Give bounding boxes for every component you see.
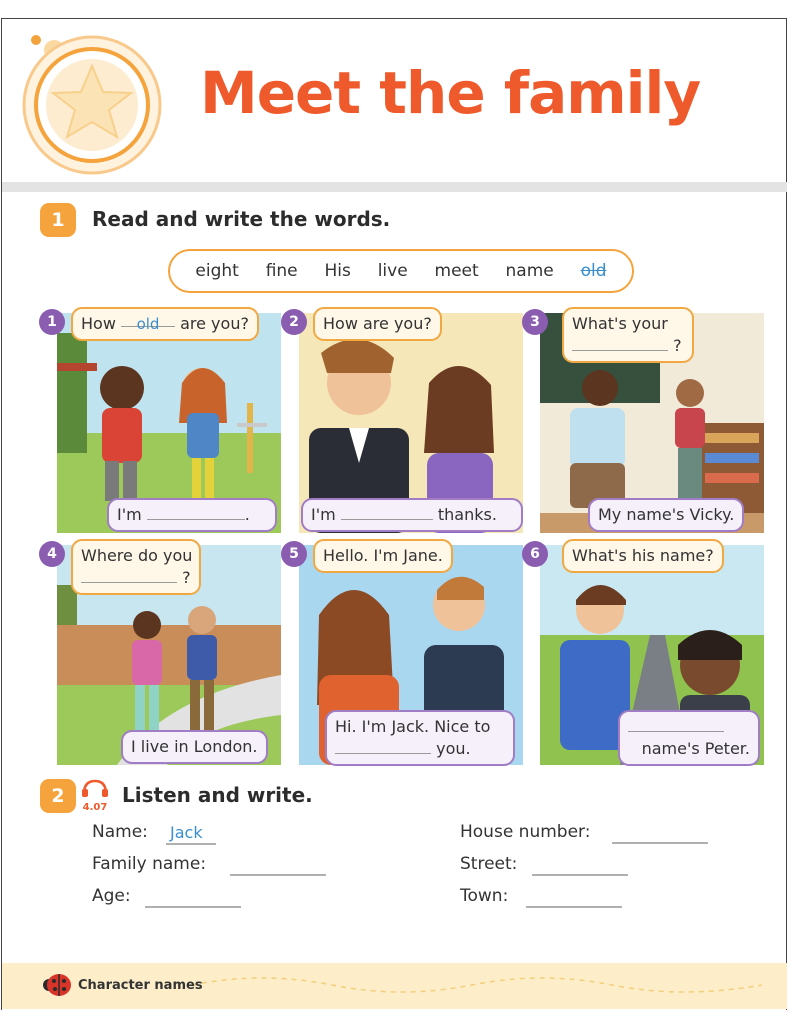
bubble-text: ? bbox=[182, 568, 191, 587]
panel-number: 4 bbox=[39, 541, 65, 567]
ladybug-icon bbox=[40, 970, 72, 1000]
word-bank-item: fine bbox=[265, 261, 298, 281]
speech-bubble-bottom bbox=[618, 710, 760, 766]
speech-bubble-top bbox=[71, 539, 201, 595]
bubble-text: I'm bbox=[117, 505, 142, 524]
comic-panel-4 bbox=[47, 545, 281, 765]
answer-blank[interactable] bbox=[628, 718, 724, 732]
panel-number: 1 bbox=[39, 309, 65, 335]
comic-panel-1 bbox=[47, 313, 281, 533]
headphones-icon bbox=[80, 778, 110, 798]
speech-bubble-bottom: My name's Vicky. bbox=[588, 498, 744, 532]
word-bank-item: name bbox=[505, 261, 554, 281]
bubble-text: Where do you bbox=[81, 546, 193, 565]
bubble-text: . bbox=[244, 505, 250, 524]
footer-label: Character names bbox=[78, 978, 203, 993]
town-answer-line[interactable] bbox=[526, 906, 622, 908]
bubble-text: are you? bbox=[180, 314, 249, 333]
speech-bubble-top bbox=[562, 307, 694, 363]
section-1-heading: Read and write the words. bbox=[92, 207, 391, 231]
section-2-number: 2 bbox=[40, 779, 76, 813]
answer-blank[interactable] bbox=[147, 506, 245, 520]
speech-bubble-top bbox=[71, 307, 259, 341]
speech-bubble-bottom bbox=[301, 498, 523, 532]
comic-panel-3 bbox=[530, 313, 764, 533]
answer-blank[interactable] bbox=[572, 337, 668, 351]
comic-panel-2 bbox=[289, 313, 523, 533]
answer-blank[interactable]: old bbox=[121, 313, 175, 327]
bubble-text: Hi. I'm Jack. Nice to bbox=[335, 717, 491, 736]
bubble-text: ? bbox=[673, 336, 682, 355]
speech-bubble-top: Hello. I'm Jane. bbox=[313, 539, 453, 573]
word-bank-item-crossed: old bbox=[580, 261, 607, 281]
panel-number: 2 bbox=[281, 309, 307, 335]
answer-blank[interactable] bbox=[335, 740, 431, 754]
section-2-heading: Listen and write. bbox=[122, 783, 313, 807]
word-bank-item: His bbox=[324, 261, 351, 281]
comic-panel-5 bbox=[289, 545, 523, 765]
house-number-label: House number: bbox=[460, 822, 591, 842]
panel-number: 3 bbox=[522, 309, 548, 335]
family-name-answer-line[interactable] bbox=[230, 874, 326, 876]
word-bank-item: eight bbox=[195, 261, 239, 281]
audio-track[interactable] bbox=[80, 778, 110, 812]
name-value: Jack bbox=[170, 823, 203, 842]
street-answer-line[interactable] bbox=[532, 874, 628, 876]
house-number-answer-line[interactable] bbox=[612, 842, 708, 844]
title-divider bbox=[2, 182, 787, 192]
bubble-text: I'm bbox=[311, 505, 336, 524]
speech-bubble-bottom bbox=[107, 498, 277, 532]
word-bank bbox=[168, 249, 634, 293]
name-answer-line[interactable] bbox=[166, 843, 216, 845]
page-title: Meet the family bbox=[200, 59, 701, 127]
age-answer-line[interactable] bbox=[145, 906, 241, 908]
audio-track-number: 4.07 bbox=[82, 802, 108, 813]
speech-bubble-top: What's his name? bbox=[562, 539, 724, 573]
age-label: Age: bbox=[92, 886, 131, 906]
word-bank-item: meet bbox=[434, 261, 479, 281]
speech-bubble-top: How are you? bbox=[313, 307, 442, 341]
panel-number: 5 bbox=[281, 541, 307, 567]
star-badge-icon bbox=[14, 30, 164, 180]
answer-blank[interactable] bbox=[341, 506, 433, 520]
word-bank-item: live bbox=[377, 261, 408, 281]
bubble-text: thanks. bbox=[437, 505, 497, 524]
panel-number: 6 bbox=[522, 541, 548, 567]
comic-panel-6 bbox=[530, 545, 764, 765]
speech-bubble-bottom bbox=[325, 710, 515, 766]
bubble-text: How bbox=[81, 314, 116, 333]
answer-blank[interactable] bbox=[81, 569, 177, 583]
street-label: Street: bbox=[460, 854, 518, 874]
bubble-text: name's Peter. bbox=[641, 739, 750, 758]
speech-bubble-bottom: I live in London. bbox=[121, 730, 268, 764]
bubble-text: What's your bbox=[572, 314, 668, 333]
town-label: Town: bbox=[460, 886, 509, 906]
name-label: Name: bbox=[92, 822, 148, 842]
bubble-text: you. bbox=[436, 739, 471, 758]
section-1-number: 1 bbox=[40, 203, 76, 237]
family-name-label: Family name: bbox=[92, 854, 207, 874]
